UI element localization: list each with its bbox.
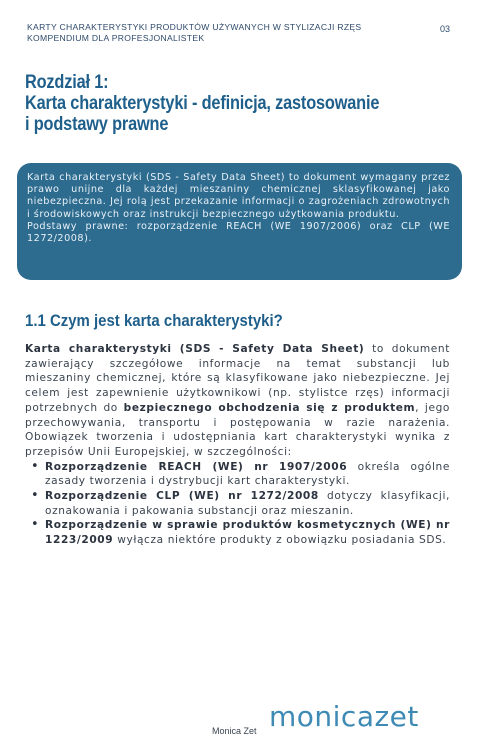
chapter-title-line-1: Rozdział 1: [25,72,109,93]
list-item-text: określa ogólne zasady tworzenia i dystrybucji kart charakterystyki. [45,460,450,488]
intro-bold-term: Karta charakterystyki (SDS - Safety Data Sheet) [25,343,365,355]
list-item-bold: Rozporządzenie REACH (WE) nr 1907/2006 [45,460,348,473]
footer-logo: monicazet [269,700,419,733]
summary-box [17,163,462,280]
document-header [27,22,407,44]
footer-author: Monica Zet [212,726,257,736]
chapter-title-line-2: Karta charakterystyki - definicja, zastosowanie [25,93,380,114]
section-title: 1.1 Czym jest karta charakterystyki? [25,311,283,330]
intro-bold-phrase: bezpiecznego obchodzenia się z produktem [123,401,416,414]
header-line-1: KARTY CHARAKTERYSTYKI PRODUKTÓW UŻYWANYCH W STYLIZACJI RZĘS [27,22,362,32]
section-body [25,342,450,548]
summary-paragraph-1: Karta charakterystyki (SDS - Safety Data Sheet) to dokument wymagany przez prawo unijne dla każdej mieszaniny chemicznej sklasyfikowanej jako niebezpieczna. Jej rolą jest przekazanie informacji o zagrożeniach zdrowotnych i środowiskowych oraz instrukcji bezpiecznego użytkowania produktu. [27,172,450,220]
intro-text-2: , jego przechowywania, transportu i postępowania w razie narażenia. Obowiązek tworzenia i udostępniania kart charakterystyki wynika z przepisów Unii Europejskiej, w szczególności: [25,401,450,458]
regulation-list [25,460,450,548]
chapter-title [25,72,403,135]
header-line-2: KOMPENDIUM DLA PROFESJONALISTEK [27,33,205,43]
intro-paragraph [25,342,450,460]
list-item-bold: Rozporządzenie CLP (WE) nr 1272/2008 [45,490,319,503]
summary-paragraph-2: Podstawy prawne: rozporządzenie REACH (WE 1907/2006) oraz CLP (WE 1272/2008). [27,220,450,245]
intro-text-1: to dokument zawierający szczegółowe informacje na temat substancji lub mieszaniny chemicznej, które są klasyfikowane jako niebezpieczne. Jej celem jest zapewnienie użytkownikowi (np. stylistce rzęs) informacji potrzebnych do [25,343,450,414]
list-item-text: wyłącza niektóre produkty z obowiązku posiadania SDS. [113,534,447,547]
list-item [45,489,450,518]
list-item [45,518,450,547]
chapter-title-line-3: i podstawy prawne [25,114,169,135]
page-number: 03 [439,24,450,34]
list-item-text: dotyczy klasyfikacji, oznakowania i pakowania substancji oraz mieszanin. [45,490,450,517]
list-item [45,460,450,489]
list-item-bold: Rozporządzenie w sprawie produktów kosmetycznych (WE) nr 1223/2009 [45,519,450,547]
